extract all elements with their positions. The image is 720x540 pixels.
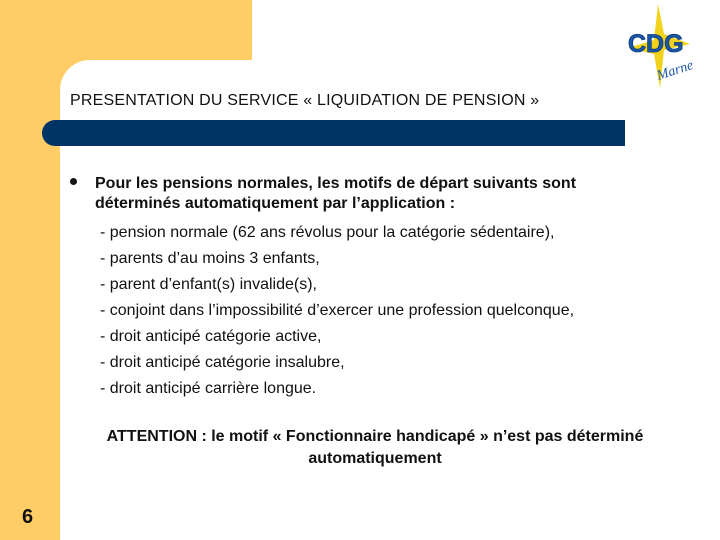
list-item: - pension normale (62 ans révolus pour la catégorie sédentaire), bbox=[100, 224, 555, 241]
cdg-marne-logo bbox=[620, 4, 716, 88]
top-accent-band bbox=[0, 0, 252, 60]
attention-line-2: automatiquement bbox=[308, 450, 442, 467]
list-item: - droit anticipé catégorie active, bbox=[100, 328, 322, 345]
list-item: - droit anticipé carrière longue. bbox=[100, 380, 317, 397]
intro-line-1: Pour les pensions normales, les motifs de départ suivants sont bbox=[95, 175, 577, 192]
attention-line-1: ATTENTION : le motif « Fonctionnaire handicapé » n’est pas déterminé bbox=[106, 428, 644, 445]
logo-subtext: Marne bbox=[655, 58, 696, 84]
motifs-list bbox=[100, 220, 574, 402]
corner-curve bbox=[60, 60, 120, 120]
list-item: - droit anticipé catégorie insalubre, bbox=[100, 354, 345, 371]
slide-title: PRESENTATION DU SERVICE « LIQUIDATION DE PENSION » bbox=[70, 92, 540, 109]
page-number: 6 bbox=[22, 506, 34, 528]
list-item: - parents d’au moins 3 enfants, bbox=[100, 250, 320, 267]
title-bar bbox=[42, 120, 625, 146]
intro-line-2: déterminés automatiquement par l’application : bbox=[95, 195, 456, 212]
logo-text: CDG bbox=[628, 30, 684, 58]
list-item: - conjoint dans l’impossibilité d’exercer une profession quelconque, bbox=[100, 302, 575, 319]
attention-note bbox=[60, 426, 690, 470]
bullet-dot bbox=[70, 178, 77, 185]
left-accent-band bbox=[0, 0, 60, 540]
list-item: - parent d’enfant(s) invalide(s), bbox=[100, 276, 317, 293]
